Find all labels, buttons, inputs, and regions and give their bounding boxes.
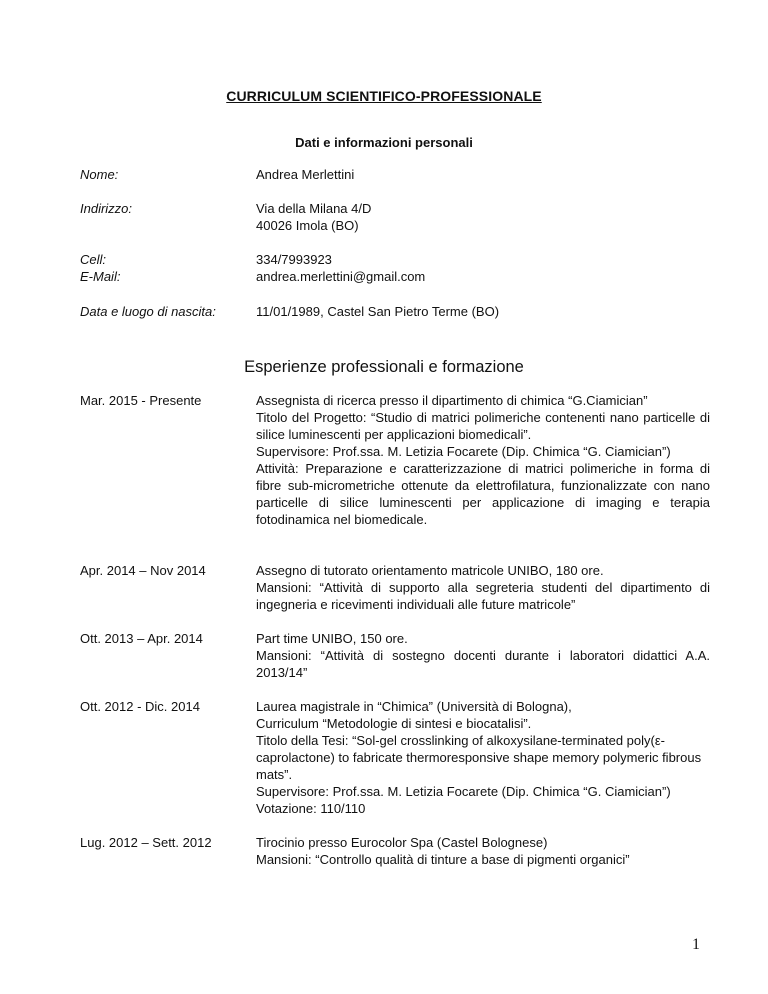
period-label: Ott. 2012 - Dic. 2014 bbox=[80, 699, 200, 714]
entry-line: Supervisore: Prof.ssa. M. Letizia Focarete (Dip. Chimica “G. Ciamician”) bbox=[256, 784, 671, 799]
field-value-line: Andrea Merlettini bbox=[256, 167, 355, 182]
entry-line: Attività: Preparazione e caratterizzazione di matrici polimeriche in forma di fibre sub-micrometriche ottenute da elettrofilatura, funzionalizzate con nano particelle di silice luminescenti per applicazione di imaging e terapia fotodinamica nel biomedicale. bbox=[256, 461, 710, 527]
entry-line: Curriculum “Metodologie di sintesi e biocatalisi”. bbox=[256, 716, 532, 731]
field-value bbox=[256, 166, 710, 183]
period-label: Mar. 2015 - Presente bbox=[80, 393, 202, 408]
field-value bbox=[256, 251, 710, 285]
field-value bbox=[256, 200, 710, 234]
entry-line: Tirocinio presso Eurocolor Spa (Castel Bolognese) bbox=[256, 835, 548, 850]
entry-body bbox=[256, 392, 710, 528]
entry-line: Mansioni: “Attività di sostegno docenti durante i laboratori didattici A.A. 2013/14” bbox=[256, 648, 710, 680]
entry-line: Mansioni: “Attività di supporto alla segreteria studenti del dipartimento di ingegneria e ricevimenti individuali alle future matricole” bbox=[256, 580, 710, 612]
document-title: CURRICULUM SCIENTIFICO-PROFESSIONALE bbox=[226, 88, 542, 104]
field-value-line: 11/01/1989, Castel San Pietro Terme (BO) bbox=[256, 304, 500, 319]
entry-line: Titolo della Tesi: “Sol-gel crosslinking of alkoxysilane-terminated poly(ε-caprolactone) to fabricate thermoresponsive shape memory polymeric fibrous mats”. bbox=[256, 733, 702, 782]
phone-value: 334/7993923 bbox=[256, 252, 332, 267]
cell-label: Cell: bbox=[80, 252, 107, 267]
personal-info-heading: Dati e informazioni personali bbox=[295, 135, 473, 150]
entry-body bbox=[256, 630, 710, 681]
email-value: andrea.merlettini@gmail.com bbox=[256, 269, 426, 284]
period-label: Ott. 2013 – Apr. 2014 bbox=[80, 631, 203, 646]
field-value-line: Via della Milana 4/D bbox=[256, 201, 372, 216]
entry-line: Assegno di tutorato orientamento matricole UNIBO, 180 ore. bbox=[256, 563, 604, 578]
experience-heading: Esperienze professionali e formazione bbox=[244, 358, 524, 376]
entry-body bbox=[256, 562, 710, 613]
entry-body bbox=[256, 698, 710, 817]
experience-entry bbox=[80, 392, 710, 528]
field-value-line: 40026 Imola (BO) bbox=[256, 218, 359, 233]
personal-row-name bbox=[80, 166, 710, 183]
period-label: Lug. 2012 – Sett. 2012 bbox=[80, 835, 212, 850]
field-label: Data e luogo di nascita: bbox=[80, 304, 216, 319]
email-label: E-Mail: bbox=[80, 269, 121, 284]
entry-line: Votazione: 110/110 bbox=[256, 801, 366, 816]
experience-entry bbox=[80, 834, 710, 868]
experience-entry bbox=[80, 698, 710, 817]
entry-line: Assegnista di ricerca presso il dipartimento di chimica “G.Ciamician” bbox=[256, 393, 648, 408]
field-label: Indirizzo: bbox=[80, 201, 133, 216]
field-value bbox=[256, 303, 710, 320]
page-number: 1 bbox=[692, 936, 700, 953]
experience-entry bbox=[80, 630, 710, 681]
entry-line: Supervisore: Prof.ssa. M. Letizia Focarete (Dip. Chimica “G. Ciamician”) bbox=[256, 444, 671, 459]
entry-line: Titolo del Progetto: “Studio di matrici polimeriche contenenti nano particelle di silice luminescenti per applicazioni biomedicali”. bbox=[256, 410, 710, 442]
personal-row-birth bbox=[80, 303, 710, 320]
entry-line: Part time UNIBO, 150 ore. bbox=[256, 631, 408, 646]
period-label: Apr. 2014 – Nov 2014 bbox=[80, 563, 206, 578]
field-label: Nome: bbox=[80, 167, 119, 182]
entry-body bbox=[256, 834, 710, 868]
field-label bbox=[80, 251, 256, 285]
entry-line: Laurea magistrale in “Chimica” (Università di Bologna), bbox=[256, 699, 572, 714]
entry-line: Mansioni: “Controllo qualità di tinture a base di pigmenti organici” bbox=[256, 852, 630, 867]
personal-row-address bbox=[80, 200, 710, 234]
experience-entry bbox=[80, 562, 710, 613]
personal-row-contacts bbox=[80, 251, 710, 285]
